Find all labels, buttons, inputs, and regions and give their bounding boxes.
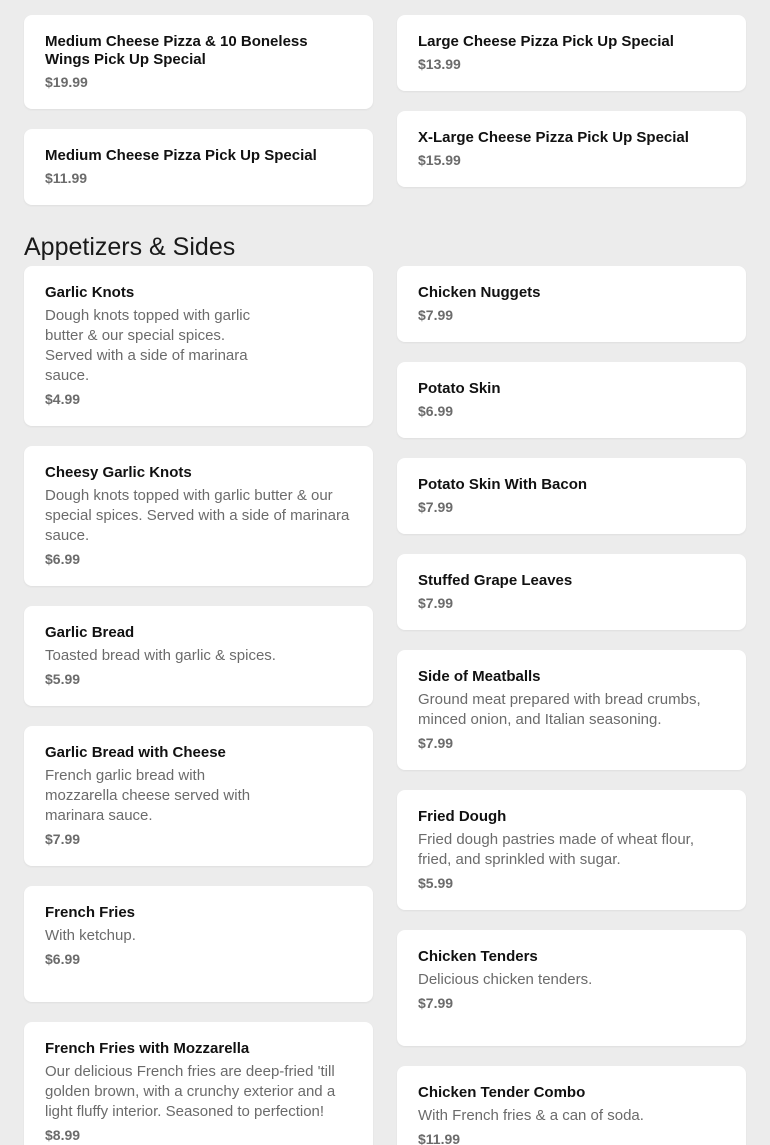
menu-item-card[interactable] bbox=[397, 362, 746, 438]
section-title: Appetizers & Sides bbox=[24, 233, 236, 261]
item-name: Garlic Bread bbox=[45, 624, 135, 641]
item-name: Chicken Tender Combo bbox=[418, 1084, 586, 1101]
item-price: $4.99 bbox=[45, 391, 81, 407]
item-price: $7.99 bbox=[418, 307, 454, 323]
menu-item-card[interactable] bbox=[397, 111, 746, 187]
menu-item-card[interactable] bbox=[397, 1066, 746, 1145]
menu-item-card[interactable] bbox=[24, 1022, 373, 1145]
item-description: With French fries & a can of soda. bbox=[418, 1107, 644, 1124]
menu-item-card[interactable] bbox=[397, 650, 746, 770]
item-description: With ketchup. bbox=[45, 927, 136, 944]
item-description: Dough knots topped with garlic butter & our special spices. Served with a side of marinara sauce. bbox=[45, 307, 251, 384]
menu-item-card[interactable] bbox=[24, 726, 373, 866]
menu-item-card[interactable] bbox=[24, 886, 373, 1002]
item-price: $15.99 bbox=[418, 152, 461, 168]
item-name: Potato Skin bbox=[418, 380, 501, 397]
menu-item-card[interactable] bbox=[24, 15, 373, 109]
item-description: Toasted bread with garlic & spices. bbox=[45, 647, 276, 664]
menu-item-card[interactable] bbox=[397, 15, 746, 91]
item-price: $5.99 bbox=[418, 875, 454, 891]
item-name: French Fries with Mozzarella bbox=[45, 1040, 250, 1057]
menu-item-card[interactable] bbox=[397, 790, 746, 910]
item-name: Cheesy Garlic Knots bbox=[45, 464, 192, 481]
item-price: $13.99 bbox=[418, 56, 461, 72]
item-name: Stuffed Grape Leaves bbox=[418, 572, 573, 589]
menu-item-card[interactable] bbox=[24, 446, 373, 586]
menu-item-card[interactable] bbox=[397, 930, 746, 1046]
item-price: $7.99 bbox=[418, 735, 454, 751]
menu-item-card[interactable] bbox=[24, 129, 373, 205]
item-price: $7.99 bbox=[45, 831, 81, 847]
item-description: Our delicious French fries are deep-fried 'till golden brown, with a crunchy exterior and a light fluffy interior. Seasoned to perfection! bbox=[45, 1063, 336, 1120]
item-name: Medium Cheese Pizza & 10 Boneless Wings Pick Up Special bbox=[45, 33, 308, 68]
item-name: Large Cheese Pizza Pick Up Special bbox=[418, 33, 674, 50]
item-name: Potato Skin With Bacon bbox=[418, 476, 588, 493]
item-name: French Fries bbox=[45, 904, 136, 921]
item-name: Medium Cheese Pizza Pick Up Special bbox=[45, 147, 317, 164]
item-description: Fried dough pastries made of wheat flour, fried, and sprinkled with sugar. bbox=[418, 831, 694, 868]
item-name: Fried Dough bbox=[418, 808, 507, 825]
item-price: $7.99 bbox=[418, 499, 454, 515]
item-price: $7.99 bbox=[418, 595, 454, 611]
item-name: Chicken Nuggets bbox=[418, 284, 541, 301]
item-price: $6.99 bbox=[45, 551, 81, 567]
item-name: X-Large Cheese Pizza Pick Up Special bbox=[418, 129, 689, 146]
menu-item-card[interactable] bbox=[397, 458, 746, 534]
menu-item-card[interactable] bbox=[397, 266, 746, 342]
item-price: $5.99 bbox=[45, 671, 81, 687]
item-price: $19.99 bbox=[45, 74, 88, 90]
item-price: $6.99 bbox=[418, 403, 454, 419]
item-name: Chicken Tenders bbox=[418, 948, 538, 965]
item-price: $11.99 bbox=[418, 1131, 461, 1145]
item-name: Garlic Bread with Cheese bbox=[45, 744, 226, 761]
item-price: $6.99 bbox=[45, 951, 81, 967]
item-name: Garlic Knots bbox=[45, 284, 135, 301]
menu-item-card[interactable] bbox=[24, 606, 373, 706]
item-price: $8.99 bbox=[45, 1127, 81, 1143]
item-description: Dough knots topped with garlic butter & our special spices. Served with a side of marinara sauce. bbox=[45, 487, 350, 544]
item-name: Side of Meatballs bbox=[418, 668, 541, 685]
menu-item-card[interactable] bbox=[24, 266, 373, 426]
item-description: French garlic bread with mozzarella cheese served with marinara sauce. bbox=[45, 767, 251, 824]
item-price: $11.99 bbox=[45, 170, 88, 186]
menu-item-card[interactable] bbox=[397, 554, 746, 630]
item-description: Ground meat prepared with bread crumbs, minced onion, and Italian seasoning. bbox=[418, 691, 701, 728]
item-price: $7.99 bbox=[418, 995, 454, 1011]
item-description: Delicious chicken tenders. bbox=[418, 971, 593, 988]
